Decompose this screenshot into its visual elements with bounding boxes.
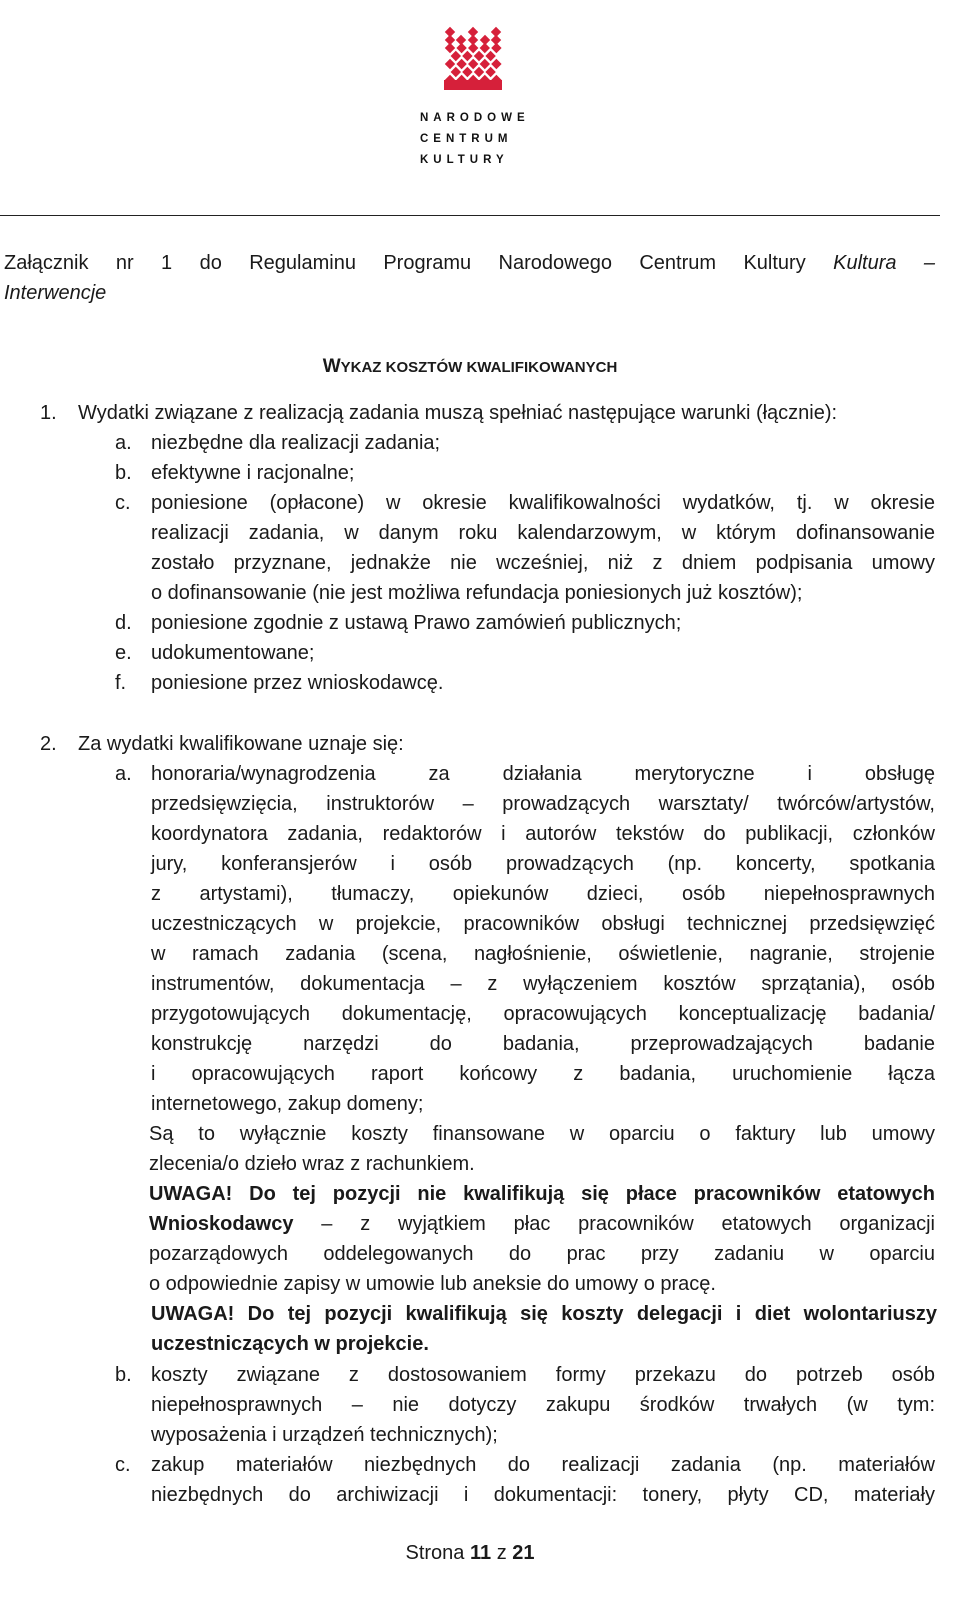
item-2b-line: niepełnosprawnych – nie dotyczy zakupu środków trwałych (w tym:	[151, 1394, 935, 1416]
item-2a-warning-1-rest: – z wyjątkiem płac pracowników etatowych organizacji	[293, 1213, 935, 1235]
item-2a-letter: a.	[115, 763, 132, 785]
section-1-item-text	[151, 608, 935, 638]
logo-diamond	[480, 59, 490, 69]
section-1-item-letter: b.	[115, 462, 132, 484]
item-2a-line: internetowego, zakup domeny;	[151, 1093, 424, 1115]
item-2a-warning-1-line: o odpowiednie zapisy w umowie lub aneksie do umowy o pracę.	[149, 1273, 716, 1295]
section-1-item-line: efektywne i racjonalne;	[151, 462, 355, 484]
logo-diamond	[468, 43, 478, 53]
logo-line-2: CENTRUM	[420, 133, 513, 145]
page-footer	[0, 1542, 940, 1565]
header-divider	[0, 215, 940, 216]
item-2b-line: wyposażenia i urządzeń technicznych);	[151, 1424, 498, 1446]
section-1-item-text	[151, 488, 935, 608]
logo-diamond	[480, 43, 490, 53]
attachment-header-line-2: Interwencje	[4, 282, 107, 304]
item-2b-line: koszty związane z dostosowaniem formy przekazu do potrzeb osób	[151, 1364, 935, 1386]
logo-line-3: KULTURY	[420, 154, 509, 166]
document-title: WYKAZ KOSZTÓW KWALIFIKOWANYCH	[322, 356, 618, 377]
section-1-item-line: poniesione zgodnie z ustawą Prawo zamówień publicznych;	[151, 612, 682, 634]
section-1-item-line: niezbędne dla realizacji zadania;	[151, 432, 441, 454]
logo-diamond	[456, 43, 466, 53]
logo-diamond	[445, 43, 455, 53]
section-1-item-line: udokumentowane;	[151, 642, 315, 664]
logo-crown-base	[444, 80, 502, 90]
footer-of: z	[496, 1542, 507, 1564]
item-2b-text	[151, 1360, 935, 1450]
section-1-item-letter: c.	[115, 492, 131, 514]
footer-page-number: 11	[469, 1542, 492, 1564]
logo-diamond	[468, 59, 478, 69]
logo-diamond	[451, 67, 461, 77]
section-1-item-text	[151, 428, 935, 458]
item-2a-note-line: zlecenia/o dzieło wraz z rachunkiem.	[149, 1153, 475, 1175]
section-1-number: 1.	[40, 402, 57, 424]
item-2a-warning-2-line: uczestniczących w projekcie.	[151, 1333, 429, 1355]
section-2-lead: Za wydatki kwalifikowane uznaje się:	[78, 733, 404, 755]
section-2-number: 2.	[40, 733, 57, 755]
item-2b-letter: b.	[115, 1364, 132, 1386]
logo-diamond	[474, 51, 484, 61]
item-2a-warning-1-line: UWAGA! Do tej pozycji nie kwalifikują się płace pracowników etatowych	[149, 1183, 935, 1205]
item-2a-warning-1-line: pozarządowych oddelegowanych do prac przy zadaniu w oparciu	[149, 1243, 935, 1265]
section-1-item-text	[151, 668, 935, 698]
item-2a-line: i opracowujących raport końcowy z badania, uruchomienie łącza	[151, 1063, 935, 1085]
logo-diamond	[485, 51, 495, 61]
item-2a-warning-2-line: UWAGA! Do tej pozycji kwalifikują się koszty delegacji i diet wolontariuszy	[151, 1303, 937, 1325]
logo-diamond	[462, 67, 472, 77]
item-2a-line: przedsięwzięcia, instruktorów – prowadzących warsztaty/ twórców/artystów,	[151, 793, 935, 815]
logo-diamond	[456, 59, 466, 69]
logo-diamond	[485, 67, 495, 77]
item-2a-text	[151, 759, 935, 1119]
item-2a-line: jury, konferansjerów i osób prowadzących (np. koncerty, spotkania	[151, 853, 935, 875]
section-1-item-line: poniesione (opłacone) w okresie kwalifikowalności wydatków, tj. w okresie	[151, 492, 935, 514]
item-2a-line: koordynatora zadania, redaktorów i autorów tekstów do publikacji, członków	[151, 823, 935, 845]
item-2a-note-line: Są to wyłącznie koszty finansowane w oparciu o faktury lub umowy	[149, 1123, 935, 1145]
section-1-item-line: zostało przyznane, jednakże nie wcześniej, niż z dniem podpisania umowy	[151, 552, 935, 574]
item-2c-letter: c.	[115, 1454, 131, 1476]
footer-total-pages: 21	[512, 1542, 535, 1564]
logo-wordmark	[418, 108, 528, 171]
attachment-header-line-1: Załącznik nr 1 do Regulaminu Programu Narodowego Centrum Kultury Kultura –	[4, 252, 935, 274]
program-name-italic: Kultura –	[833, 252, 935, 274]
item-2c-text	[151, 1450, 935, 1510]
logo-diamond	[474, 67, 484, 77]
logo-crown-icon	[442, 26, 504, 90]
logo-diamond	[445, 59, 455, 69]
logo-line-1: NARODOWE	[420, 112, 530, 124]
section-1-item-letter: d.	[115, 612, 132, 634]
item-2a-line: uczestniczących w projekcie, pracowników obsługi technicznej przedsięwzięć	[151, 913, 935, 935]
logo-diamond	[451, 51, 461, 61]
section-1-item-line: o dofinansowanie (nie jest możliwa refundacja poniesionych już kosztów);	[151, 582, 803, 604]
item-2c-line: zakup materiałów niezbędnych do realizacji zadania (np. materiałów	[151, 1454, 935, 1476]
section-1-item-letter: a.	[115, 432, 132, 454]
section-1-item-text	[151, 638, 935, 668]
item-2a-warning-2	[151, 1299, 937, 1359]
item-2a-line: honoraria/wynagrodzenia za działania merytoryczne i obsługę	[151, 763, 935, 785]
section-1-item-text	[151, 458, 935, 488]
section-1-item-letter: e.	[115, 642, 132, 664]
item-2a-note	[149, 1119, 935, 1179]
logo-diamond	[491, 59, 501, 69]
ncck-logo	[418, 26, 528, 171]
logo-diamond	[491, 43, 501, 53]
item-2a-line: instrumentów, dokumentacja – z wyłączeniem kosztów sprzątania), osób	[151, 973, 935, 995]
section-1-item-line: poniesione przez wnioskodawcę.	[151, 672, 444, 694]
item-2a-warning-1	[149, 1179, 935, 1299]
item-2a-line: z artystami), tłumaczy, opiekunów dzieci, osób niepełnosprawnych	[151, 883, 935, 905]
section-1-lead: Wydatki związane z realizacją zadania muszą spełniać następujące warunki (łącznie):	[78, 402, 838, 424]
item-2a-line: w ramach zadania (scena, nagłośnienie, oświetlenie, nagranie, strojenie	[151, 943, 935, 965]
section-1-item-letter: f.	[115, 672, 127, 694]
item-2a-line: konstrukcję narzędzi do badania, przeprowadzających badanie	[151, 1033, 935, 1055]
section-1-item-line: realizacji zadania, w danym roku kalendarzowym, w którym dofinansowanie	[151, 522, 935, 544]
item-2c-line: niezbędnych do archiwizacji i dokumentacji: tonery, płyty CD, materiały	[151, 1484, 935, 1506]
footer-prefix: Strona	[405, 1542, 465, 1564]
logo-diamond	[462, 51, 472, 61]
item-2a-warning-1-bold-word: Wnioskodawcy	[149, 1213, 294, 1235]
item-2a-warning-1-line	[149, 1209, 935, 1239]
item-2a-line: przygotowujących dokumentację, opracowujących konceptualizację badania/	[151, 1003, 935, 1025]
